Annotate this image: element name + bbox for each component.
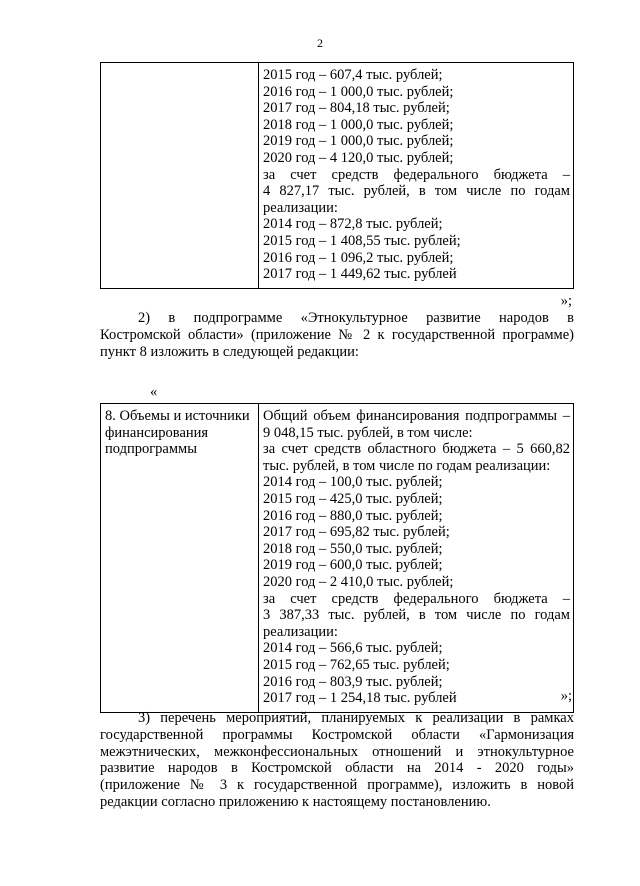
funding-line: 2014 год – 872,8 тыс. рублей; xyxy=(263,216,443,233)
table-right-cell xyxy=(259,404,574,713)
funding-line: реализации: xyxy=(263,199,338,216)
closing-quote: »; xyxy=(560,293,572,309)
paragraph-line: 2) в подпрограмме «Этнокультурное развитие народов в xyxy=(138,310,574,326)
funding-table-continued xyxy=(100,62,574,289)
funding-line: 9 048,15 тыс. рублей, в том числе: xyxy=(263,424,473,441)
funding-line: 2015 год – 425,0 тыс. рублей; xyxy=(263,490,443,507)
paragraph-line: межэтнических, межконфессиональных отношений и этнокультурное xyxy=(100,743,574,760)
row-label-line: 8. Объемы и источники xyxy=(105,408,250,424)
funding-line: 2018 год – 550,0 тыс. рублей; xyxy=(263,540,443,557)
paragraph-line: пункт 8 изложить в следующей редакции: xyxy=(100,343,359,360)
funding-line: 2017 год – 695,82 тыс. рублей; xyxy=(263,524,450,541)
paragraph-line: государственной программы Костромской области «Гармонизация xyxy=(100,726,574,743)
funding-line: 2020 год – 2 410,0 тыс. рублей; xyxy=(263,573,454,590)
funding-line: 2017 год – 1 449,62 тыс. рублей xyxy=(263,266,457,283)
funding-line: 2016 год – 1 000,0 тыс. рублей; xyxy=(263,83,454,100)
row-label-line: подпрограммы xyxy=(105,441,197,458)
page-number: 2 xyxy=(317,36,323,50)
funding-line: 2016 год – 1 096,2 тыс. рублей; xyxy=(263,249,454,266)
funding-line: 2017 год – 804,18 тыс. рублей; xyxy=(263,100,450,117)
funding-line: 4 827,17 тыс. рублей, в том числе по годам xyxy=(263,183,570,200)
funding-line: 2015 год – 1 408,55 тыс. рублей; xyxy=(263,232,461,249)
paragraph-item-2 xyxy=(100,310,574,360)
funding-line: 2014 год – 100,0 тыс. рублей; xyxy=(263,474,443,491)
funding-line: 2016 год – 803,9 тыс. рублей; xyxy=(263,673,443,690)
funding-line: за счет средств федерального бюджета – xyxy=(263,590,570,607)
funding-line: 2014 год – 566,6 тыс. рублей; xyxy=(263,640,443,657)
table-left-cell xyxy=(101,63,259,289)
paragraph-line: развитие народов в Костромской области на 2014 - 2020 годы» xyxy=(100,760,574,777)
funding-line: Общий объем финансирования подпрограммы – xyxy=(263,408,570,424)
paragraph-line: Костромской области» (приложение № 2 к государственной программе) xyxy=(100,326,574,343)
funding-line: 2019 год – 600,0 тыс. рублей; xyxy=(263,557,443,574)
funding-line: 2017 год – 1 254,18 тыс. рублей xyxy=(263,690,457,707)
funding-table-subprogram xyxy=(100,403,574,713)
paragraph-line: (приложение № 3 к государственной программе), изложить в новой xyxy=(100,777,574,794)
paragraph-line: 3) перечень мероприятий, планируемых к реализации в рамках xyxy=(138,710,574,726)
opening-quote: « xyxy=(150,384,158,400)
funding-line: 2018 год – 1 000,0 тыс. рублей; xyxy=(263,116,454,133)
table-left-cell xyxy=(101,404,259,713)
funding-line: 2019 год – 1 000,0 тыс. рублей; xyxy=(263,133,454,150)
table-right-cell xyxy=(259,63,574,289)
funding-line: 2020 год – 4 120,0 тыс. рублей; xyxy=(263,149,454,166)
paragraph-item-3 xyxy=(100,710,574,811)
funding-line: 2016 год – 880,0 тыс. рублей; xyxy=(263,507,443,524)
funding-line: 2015 год – 762,65 тыс. рублей; xyxy=(263,656,450,673)
funding-line: реализации: xyxy=(263,623,338,640)
closing-quote: »; xyxy=(560,688,572,704)
row-label-line: финансирования xyxy=(105,424,209,441)
funding-line: 2015 год – 607,4 тыс. рублей; xyxy=(263,67,443,83)
paragraph-line: редакции согласно приложению к настоящему постановлению. xyxy=(100,793,491,810)
funding-line: 3 387,33 тыс. рублей, в том числе по годам xyxy=(263,607,570,624)
funding-line: за счет средств федерального бюджета – xyxy=(263,166,570,183)
table-row xyxy=(101,63,574,289)
funding-line: за счет средств областного бюджета – 5 660,82 xyxy=(263,441,570,458)
table-row xyxy=(101,404,574,713)
funding-line: тыс. рублей, в том числе по годам реализации: xyxy=(263,457,551,474)
